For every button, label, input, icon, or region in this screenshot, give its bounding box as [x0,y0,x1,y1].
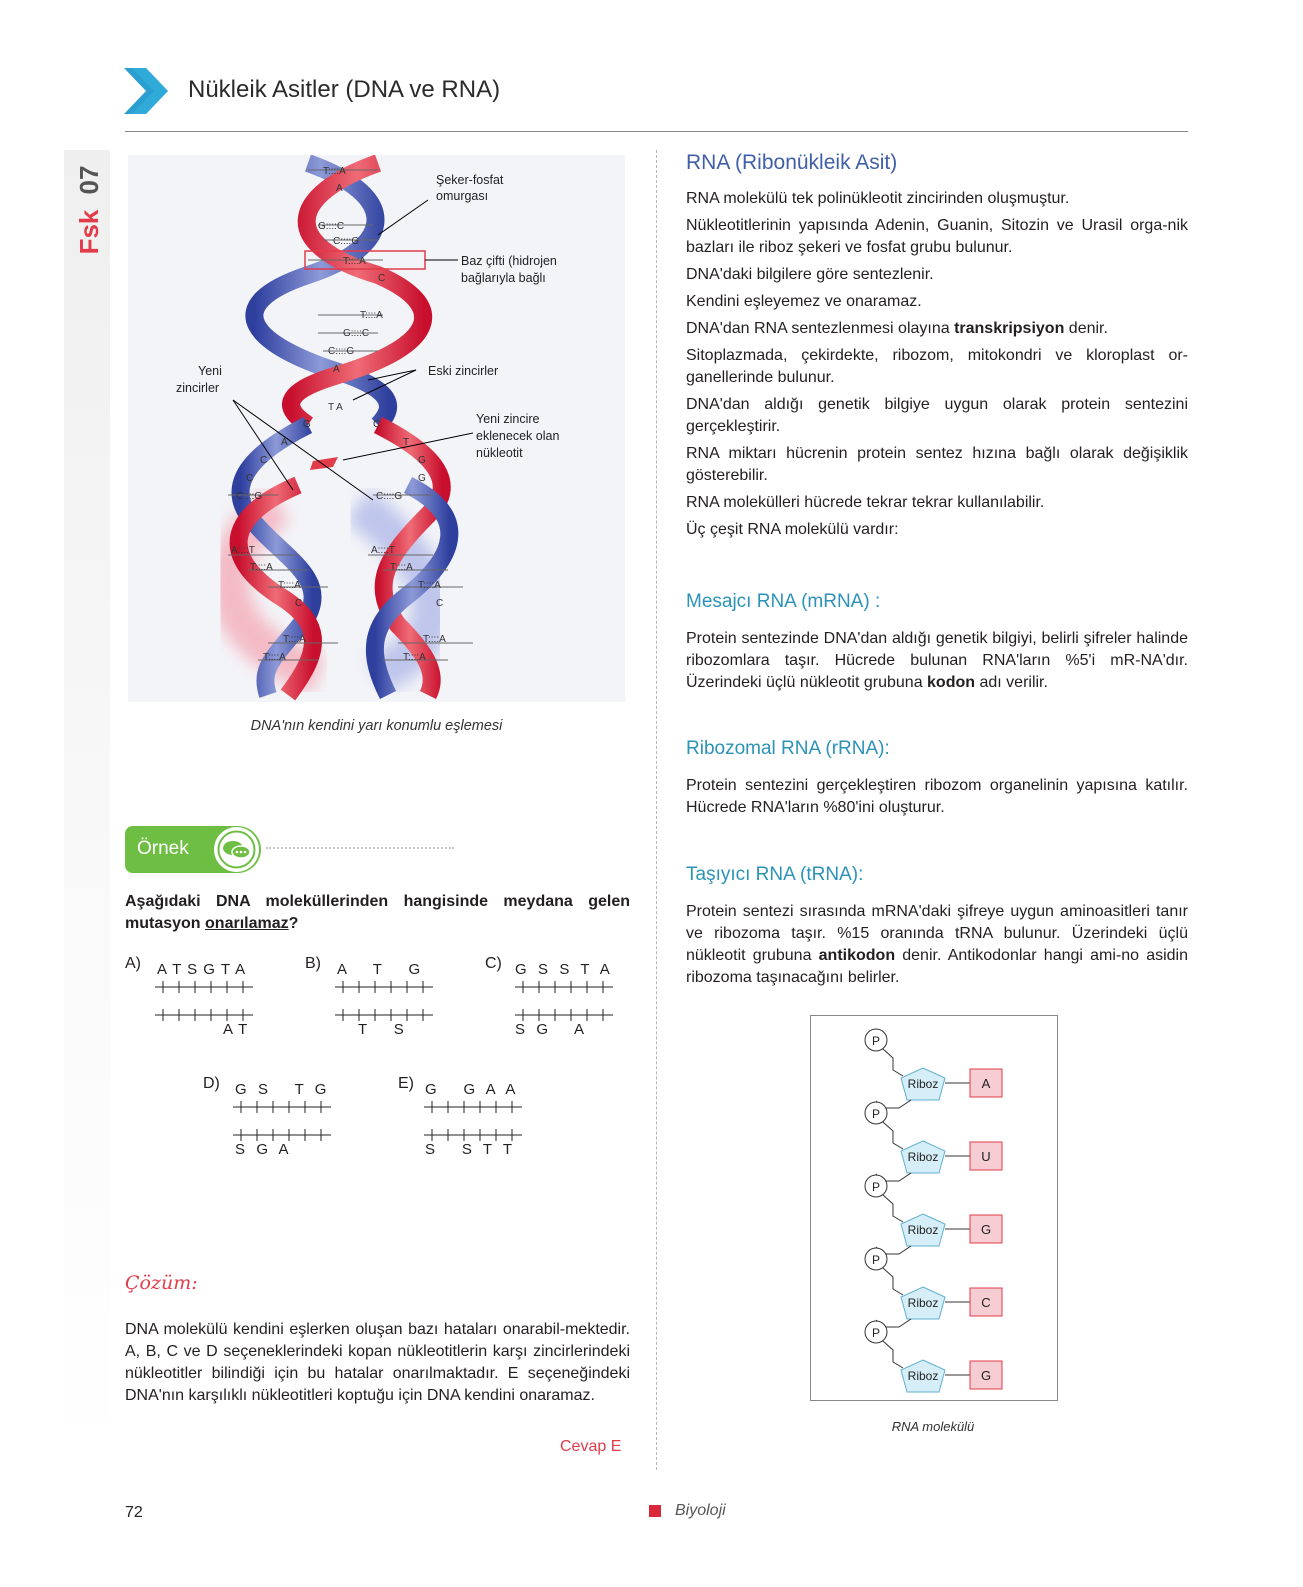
footer-subject: Biyoloji [675,1502,726,1519]
phosphate-label: P [871,1034,881,1048]
rna-nucleotide [865,1175,1002,1254]
rna-point: Nükleotitlerinin yapısında Adenin, Guanin, Sitozin ve Urasil orga-nik bazları ile riboz şekeri ve fosfat grubu bulunur. [686,217,1188,256]
dna-base-label: C [260,455,268,466]
base-label: G [980,1368,992,1383]
option-letter: C) [485,955,502,972]
base-label: A [981,1076,991,1091]
option-bottom-strand: A T [223,1021,249,1038]
new-nucleotide-label: nükleotit [476,446,523,460]
chat-bubble-icon [214,827,259,872]
new-nucleotide-label: Yeni zincire [476,412,540,426]
phosphate-bond [883,1049,903,1076]
column-divider [656,150,658,1470]
dna-base-label: T [403,437,410,448]
option-letter: E) [398,1075,414,1092]
dna-base-label: A::::T [231,545,255,556]
new-strands-label: Yeni [198,364,222,378]
new-nucleotide-icon [310,457,338,470]
rna-point: Kendini eşleyemez ve onaramaz. [686,293,922,310]
dna-base-label: C::::G [333,236,360,247]
dna-base-label: C::::G [236,491,263,502]
option-top-strand: G S S T A [515,961,611,978]
dna-base-label: T::::A [283,634,306,645]
dna-base-label: C [436,598,444,609]
rna-nucleotide [865,1029,1002,1108]
base-label: U [981,1149,991,1164]
new-strands-label: zincirler [176,381,220,395]
dna-base-label: T::::A [418,580,441,591]
rna-chain-diagram [811,1016,1057,1400]
chevron-logo-icon [124,68,168,114]
phosphate-bond [883,1195,903,1222]
svg-text:Şeker-fosfat [436,173,504,187]
option-top-strand: A T G [337,961,422,978]
mrna-text: Protein sentezinde DNA'dan aldığı genetik bilgiyi, belirli şifreler halinde ribozomlara taşır. Hücrede bulunan RNA'ların %5'i mR-NA'dır. Üzerindeki üçlü nükleotit grubuna kodon adı verilir. [686,630,1188,691]
dna-base-label: T A [328,402,343,413]
dna-base-label: T::::A [250,562,273,573]
dna-base-label: C [373,419,381,430]
fasikul-number: 07 [74,165,104,195]
option-bottom-strand: S S T T [425,1141,514,1158]
phosphate-bond [883,1122,903,1149]
rna-molecule-figure [810,1015,1058,1401]
rna-point-transkripsiyon: DNA'dan RNA sentezlenmesi olayına transkripsiyon denir. [686,320,1108,337]
rrna-title: Ribozomal RNA (rRNA): [686,738,890,759]
option-top-strand: G G A A [425,1081,517,1098]
option-letter: D) [203,1075,220,1092]
dna-base-label: T::::A [403,652,426,663]
dna-base-label: C::::G [376,491,403,502]
dna-helix-illustration [128,155,625,702]
rna-point-list [686,188,1188,546]
rna-point: RNA molekülleri hücrede tekrar tekrar kullanılabilir. [686,494,1045,511]
dna-base-label: T::::A [263,652,286,663]
mrna-title: Mesajcı RNA (mRNA) : [686,591,881,612]
dna-base-label: C [246,473,254,484]
solution-title: Çözüm: [125,1272,198,1294]
example-question: Aşağıdaki DNA moleküllerinden hangisinde meydana gelen mutasyon onarılamaz? [125,893,630,932]
phosphate-label: P [871,1253,881,1267]
rna-point: Üç çeşit RNA molekülü vardır: [686,521,899,538]
phosphate-bond [883,1341,903,1368]
svg-text:bağlarıyla bağlı [461,271,546,285]
solution-text: DNA molekülü kendini eşlerken oluşan bazı hataları onarabil-mektedir. A, B, C ve D seçeneklerindeki kopan nükleotitlerin karşı zincirlerindeki nükleotitler bilindiği için bu hatalar onarılmaktadır. E seçeneğindeki DNA'nın karşılıklı nükleotitleri koptuğu için DNA kendini onaramaz. [125,1321,630,1404]
dna-base-label: G [418,473,426,484]
option-d[interactable] [203,1075,363,1158]
option-top-strand: G S T G [235,1081,328,1098]
trna-text: Protein sentezi sırasında mRNA'daki şifreye uygun aminoasitleri tanır ve ribozoma taşır. %15 oranında tRNA bulunur. Üzerindeki üçlü nükleotit grubuna antikodon denir. Antikodonlar hangi ami-no asidin ribozoma taşınacağını belirler. [686,903,1188,986]
ribose-label: Riboz [907,1077,939,1091]
dna-base-label: C [378,273,386,284]
strand-lines [335,981,435,1021]
svg-text:Yeni zincire [476,412,540,426]
option-c[interactable] [485,955,645,1038]
dna-base-label: C::::G [328,346,355,357]
option-letter: B) [305,955,321,972]
rna-nucleotide [865,1321,1002,1392]
base-pair-label: bağlarıyla bağlı [461,271,546,285]
rna-point: DNA'daki bilgilere göre sentezlenir. [686,266,934,283]
backbone-label: omurgası [436,189,489,203]
page-title: Nükleik Asitler (DNA ve RNA) [188,76,501,103]
dna-base-label: T::::A [323,166,346,177]
dna-base-label: G::::C [343,328,370,339]
trna-title: Taşıyıcı RNA (tRNA): [686,864,864,885]
dna-replication-figure [128,155,625,702]
rna-section-title: RNA (Ribonükleik Asit) [686,151,898,174]
svg-text:omurgası [436,189,488,203]
dna-figure-caption: DNA'nın kendini yarı konumlu eşlemesi [250,718,503,734]
dna-base-label: A::::T [371,545,395,556]
dna-base-label: T::::A [390,562,413,573]
header-divider [125,131,1188,132]
rna-point: RNA molekülü tek polinükleotit zincirinden oluşmuştur. [686,190,1070,207]
svg-text:nükleotit [476,446,523,460]
old-strands-label: Eski zincirler [428,364,499,378]
rna-point: DNA'dan aldığı genetik bilgiye uygun olarak protein sentezini gerçekleştirir. [686,396,1188,435]
option-letter: A) [125,955,141,972]
dna-base-label: A [281,437,288,448]
side-strip [64,150,110,1470]
phosphate-label: P [871,1326,881,1340]
backbone-label: Şeker-fosfat [436,173,504,187]
example-badge-label: Örnek [137,838,189,859]
dna-base-label: T::::A [343,256,366,267]
rna-nucleotide [865,1102,1002,1181]
dna-base-label: T::::A [423,634,446,645]
ribose-label: Riboz [907,1369,939,1383]
fasikul-label: Fsk [74,209,104,255]
new-nucleotide-label: eklenecek olan [476,429,560,443]
page-number: 72 [125,1504,143,1521]
dna-base-label: G [418,455,426,466]
dna-base-label: G::::C [318,221,345,232]
dna-base-label: C [295,598,303,609]
rna-point: Sitoplazmada, çekirdekte, ribozom, mitokondri ve kloroplast or-ganellerinde bulunur. [686,347,1188,386]
svg-text:Baz çifti (hidrojen [461,254,557,268]
base-pair-label: Baz çifti (hidrojen [461,254,557,268]
option-b[interactable] [305,955,465,1038]
rna-point: RNA miktarı hücrenin protein sentez hızına bağlı olarak değişiklik gösterebilir. [686,445,1188,484]
svg-text:zincirler [176,381,219,395]
ribose-label: Riboz [907,1150,939,1164]
option-bottom-strand: S G A [235,1141,290,1158]
badge-dotted-line [266,847,454,849]
strand-lines [155,981,255,1021]
base-label: G [980,1222,992,1237]
svg-text:Yeni [198,364,222,378]
rrna-text: Protein sentezini gerçekleştiren ribozom organelinin yapısına katılır. Hücrede RNA'ların %80'ini oluşturur. [686,777,1188,816]
rna-figure-caption: RNA molekülü [891,1419,975,1434]
strand-lines [515,981,615,1021]
base-label: C [981,1295,991,1310]
dna-base-label: A [333,364,340,375]
ribose-label: Riboz [907,1223,939,1237]
option-bottom-strand: T S [358,1021,405,1038]
svg-text:eklenecek olan [476,429,559,443]
answer-label: Cevap E [560,1438,622,1455]
option-top-strand: A T S G T A [157,961,247,978]
option-a[interactable] [125,955,285,1038]
option-bottom-strand: S G A [515,1021,586,1038]
dna-base-label: A [336,183,343,194]
fasikul-tab [66,150,108,260]
phosphate-label: P [871,1107,881,1121]
dna-base-label: T::::A [278,580,301,591]
dna-base-label: G [303,419,311,430]
strand-lines [424,1101,524,1141]
rna-nucleotide [865,1248,1002,1327]
phosphate-bond [883,1268,903,1295]
option-e[interactable] [398,1075,558,1158]
strand-lines [233,1101,333,1141]
dna-base-label: T::::A [360,310,383,321]
question-underlined: onarılamaz [205,915,289,932]
ribose-label: Riboz [907,1296,939,1310]
footer-square-icon [649,1505,661,1517]
phosphate-label: P [871,1180,881,1194]
